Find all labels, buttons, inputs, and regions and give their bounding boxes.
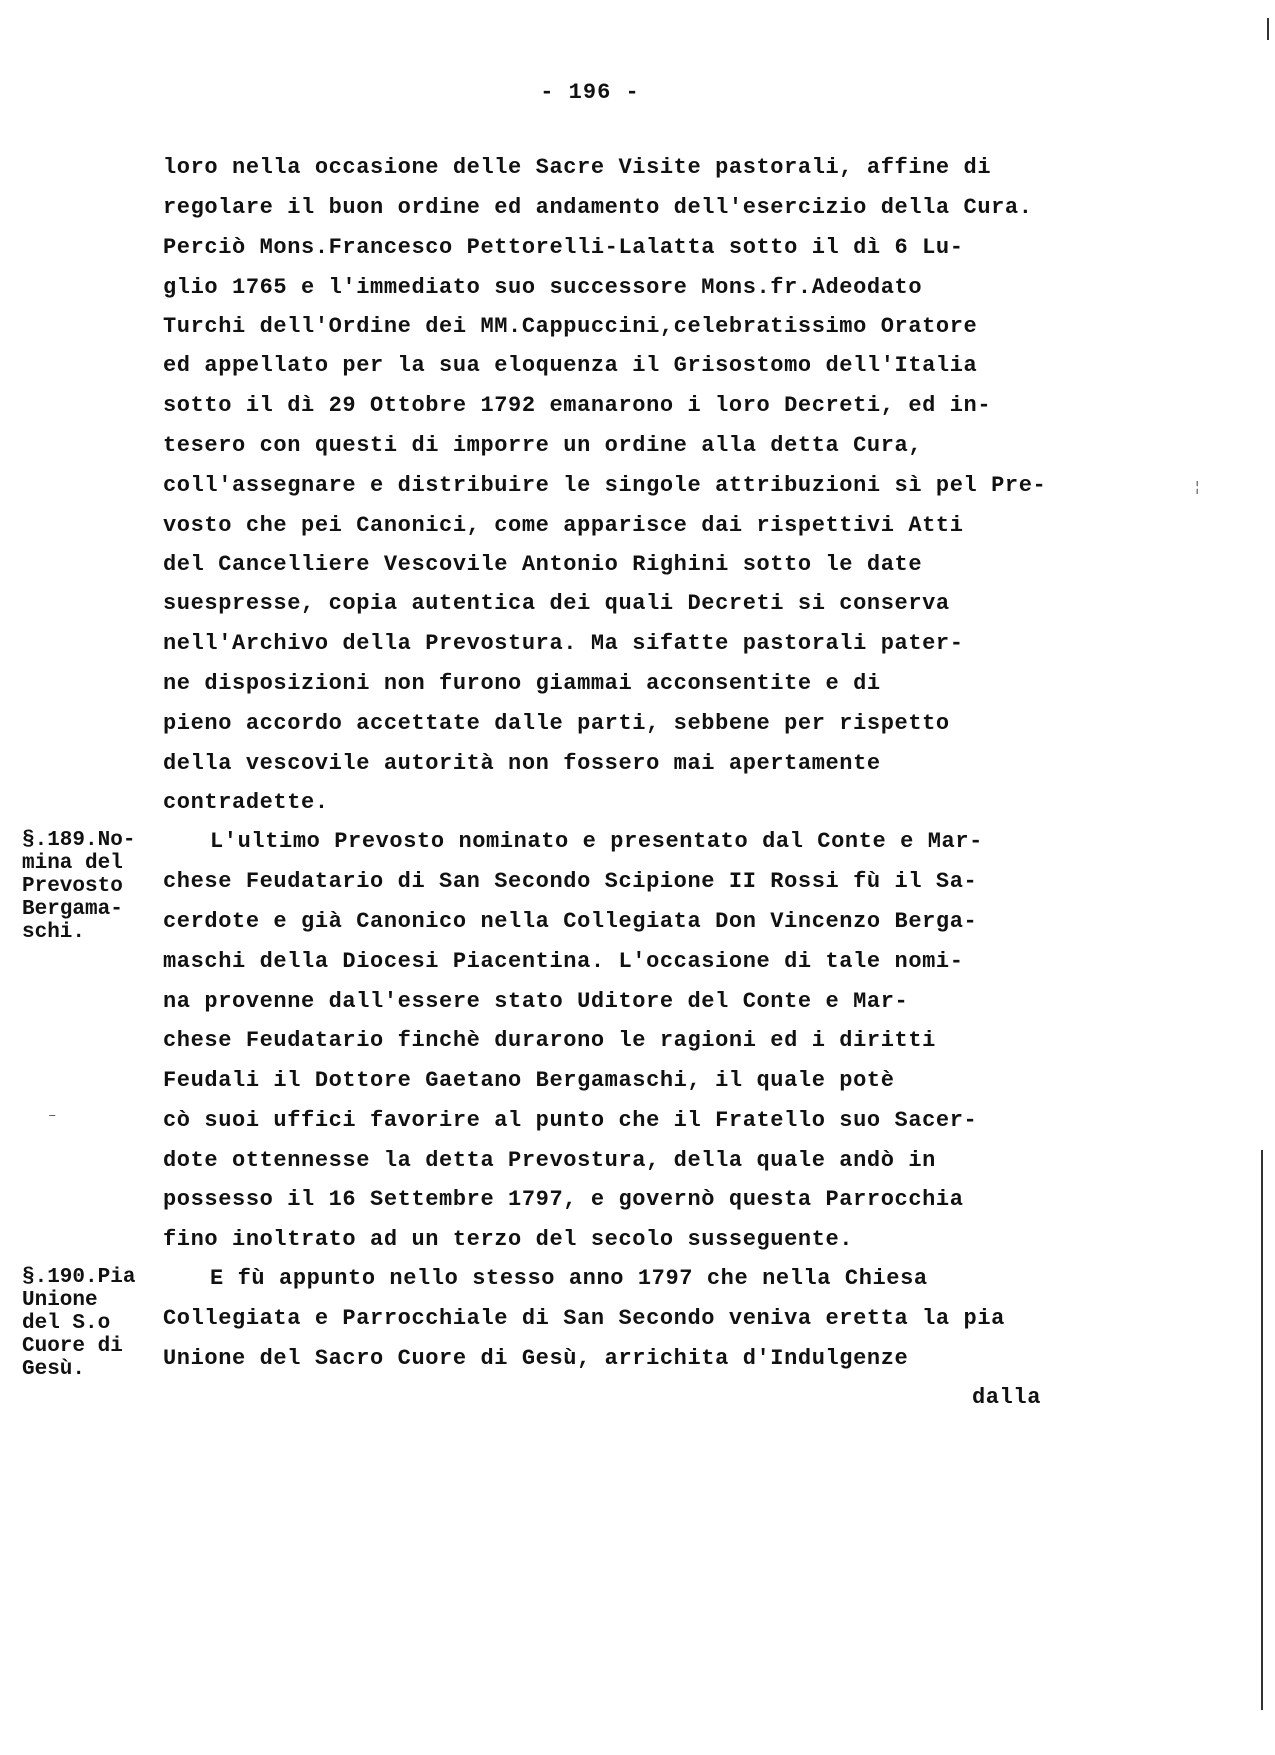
- body-line: maschi della Diocesi Piacentina. L'occasione di tale nomi-: [163, 949, 964, 974]
- body-line: chese Feudatario finchè durarono le ragioni ed i diritti: [163, 1028, 936, 1053]
- body-line: vosto che pei Canonici, come apparisce dai rispettivi Atti: [163, 513, 964, 538]
- body-line: suespresse, copia autentica dei quali Decreti si conserva: [163, 591, 950, 616]
- body-line: ed appellato per la sua eloquenza il Grisostomo dell'Italia: [163, 353, 978, 378]
- body-line: possesso il 16 Settembre 1797, e governò questa Parrocchia: [163, 1187, 964, 1212]
- body-line: della vescovile autorità non fossero mai apertamente: [163, 751, 881, 776]
- body-line: regolare il buon ordine ed andamento dell'esercizio della Cura.: [163, 195, 1033, 220]
- body-line: cerdote e già Canonico nella Collegiata Don Vincenzo Berga-: [163, 909, 978, 934]
- body-line: Collegiata e Parrocchiale di San Secondo veniva eretta la pia: [163, 1306, 1005, 1331]
- scan-speck: –: [48, 1108, 57, 1124]
- body-line: na provenne dall'essere stato Uditore del Conte e Mar-: [163, 989, 909, 1014]
- body-line: E fù appunto nello stesso anno 1797 che nella Chiesa: [210, 1266, 928, 1291]
- body-line: fino inoltrato ad un terzo del secolo susseguente.: [163, 1227, 854, 1252]
- body-line: Turchi dell'Ordine dei MM.Cappuccini,celebratissimo Oratore: [163, 314, 978, 339]
- body-line: L'ultimo Prevosto nominato e presentato dal Conte e Mar-: [210, 829, 983, 854]
- body-line: dote ottennesse la detta Prevostura, della quale andò in: [163, 1148, 936, 1173]
- body-line: glio 1765 e l'immediato suo successore Mons.fr.Adeodato: [163, 275, 923, 300]
- body-line: Feudali il Dottore Gaetano Bergamaschi, il quale potè: [163, 1068, 895, 1093]
- margin-note-190: §.190.Pia Unione del S.o Cuore di Gesù.: [22, 1266, 136, 1381]
- body-line: contradette.: [163, 790, 329, 815]
- body-line: sotto il dì 29 Ottobre 1792 emanarono i loro Decreti, ed in-: [163, 393, 992, 418]
- body-line: chese Feudatario di San Secondo Scipione II Rossi fù il Sa-: [163, 869, 978, 894]
- scan-edge-line: [1267, 18, 1269, 40]
- body-line: tesero con questi di imporre un ordine alla detta Cura,: [163, 433, 923, 458]
- body-line: nell'Archivo della Prevostura. Ma sifatte pastorali pater-: [163, 631, 964, 656]
- body-line: coll'assegnare e distribuire le singole attribuzioni sì pel Pre-: [163, 473, 1047, 498]
- body-line: loro nella occasione delle Sacre Visite pastorali, affine di: [163, 155, 992, 180]
- body-line: Unione del Sacro Cuore di Gesù, arrichita d'Indulgenze: [163, 1346, 909, 1371]
- body-line: del Cancelliere Vescovile Antonio Righini sotto le date: [163, 552, 923, 577]
- body-line: ne disposizioni non furono giammai acconsentite e di: [163, 671, 881, 696]
- scan-edge-line: [1261, 1150, 1263, 1710]
- scan-speck: ¦: [1193, 480, 1202, 496]
- body-line: dalla: [972, 1385, 1042, 1410]
- page-number: - 196 -: [540, 80, 640, 105]
- margin-note-189: §.189.No- mina del Prevosto Bergama- schi.: [22, 829, 136, 944]
- body-line: Perciò Mons.Francesco Pettorelli-Lalatta sotto il dì 6 Lu-: [163, 235, 964, 260]
- body-line: pieno accordo accettate dalle parti, sebbene per rispetto: [163, 711, 950, 736]
- body-line: cò suoi uffici favorire al punto che il Fratello suo Sacer-: [163, 1108, 978, 1133]
